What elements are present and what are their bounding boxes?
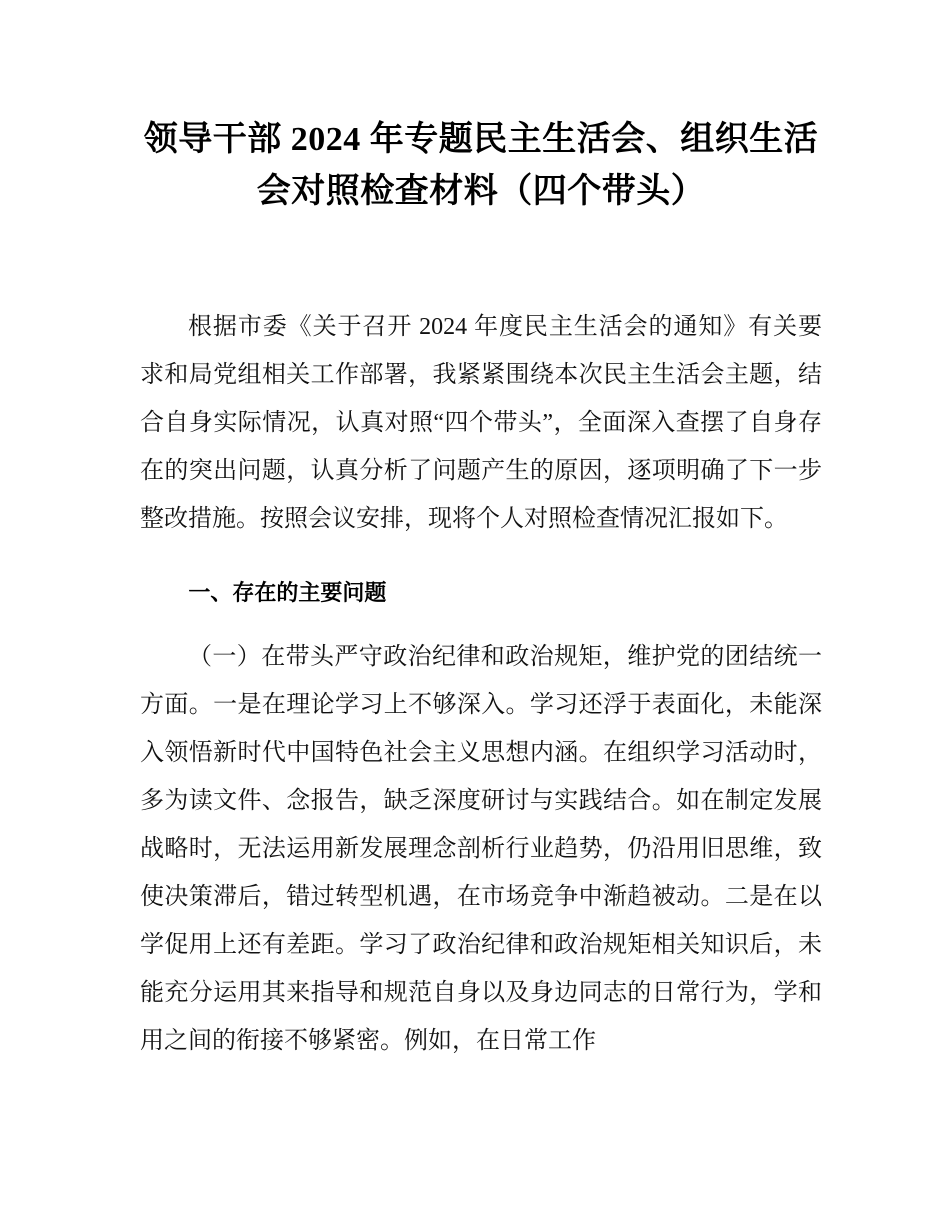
section-heading-main-problems: 一、存在的主要问题 xyxy=(188,580,387,605)
document-title-line-2: 会对照检查材料（四个带头） xyxy=(256,173,706,210)
paragraph-introduction: 根据市委《关于召开 2024 年度民主生活会的通知》有关要求和局党组相关工作部署，我紧紧围绕本次民主生活会主题，结合自身实际情况，认真对照“四个带头”，全面深入查摆了自身存在的突出问题，认真分析了问题产生的原因，逐项明确了下一步整改措施。按照会议安排，现将个人对照检查情况汇报如下。 xyxy=(140,314,822,532)
paragraph-section-one: （一）在带头严守政治纪律和政治规矩，维护党的团结统一方面。一是在理论学习上不够深入。学习还浮于表面化，未能深入领悟新时代中国特色社会主义思想内涵。在组织学习活动时，多为读文件、念报告，缺乏深度研讨与实践结合。如在制定发展战略时，无法运用新发展理念剖析行业趋势，仍沿用旧思维，致使决策滞后，错过转型机遇，在市场竞争中渐趋被动。二是在以学促用上还有差距。学习了政治纪律和政治规矩相关知识后，未能充分运用其来指导和规范自身以及身边同志的日常行为，学和用之间的衔接不够紧密。例如，在日常工作 xyxy=(140,644,822,1054)
document-title xyxy=(140,114,822,218)
document-title-line-1: 领导干部 2024 年专题民主生活会、组织生活 xyxy=(143,121,819,158)
